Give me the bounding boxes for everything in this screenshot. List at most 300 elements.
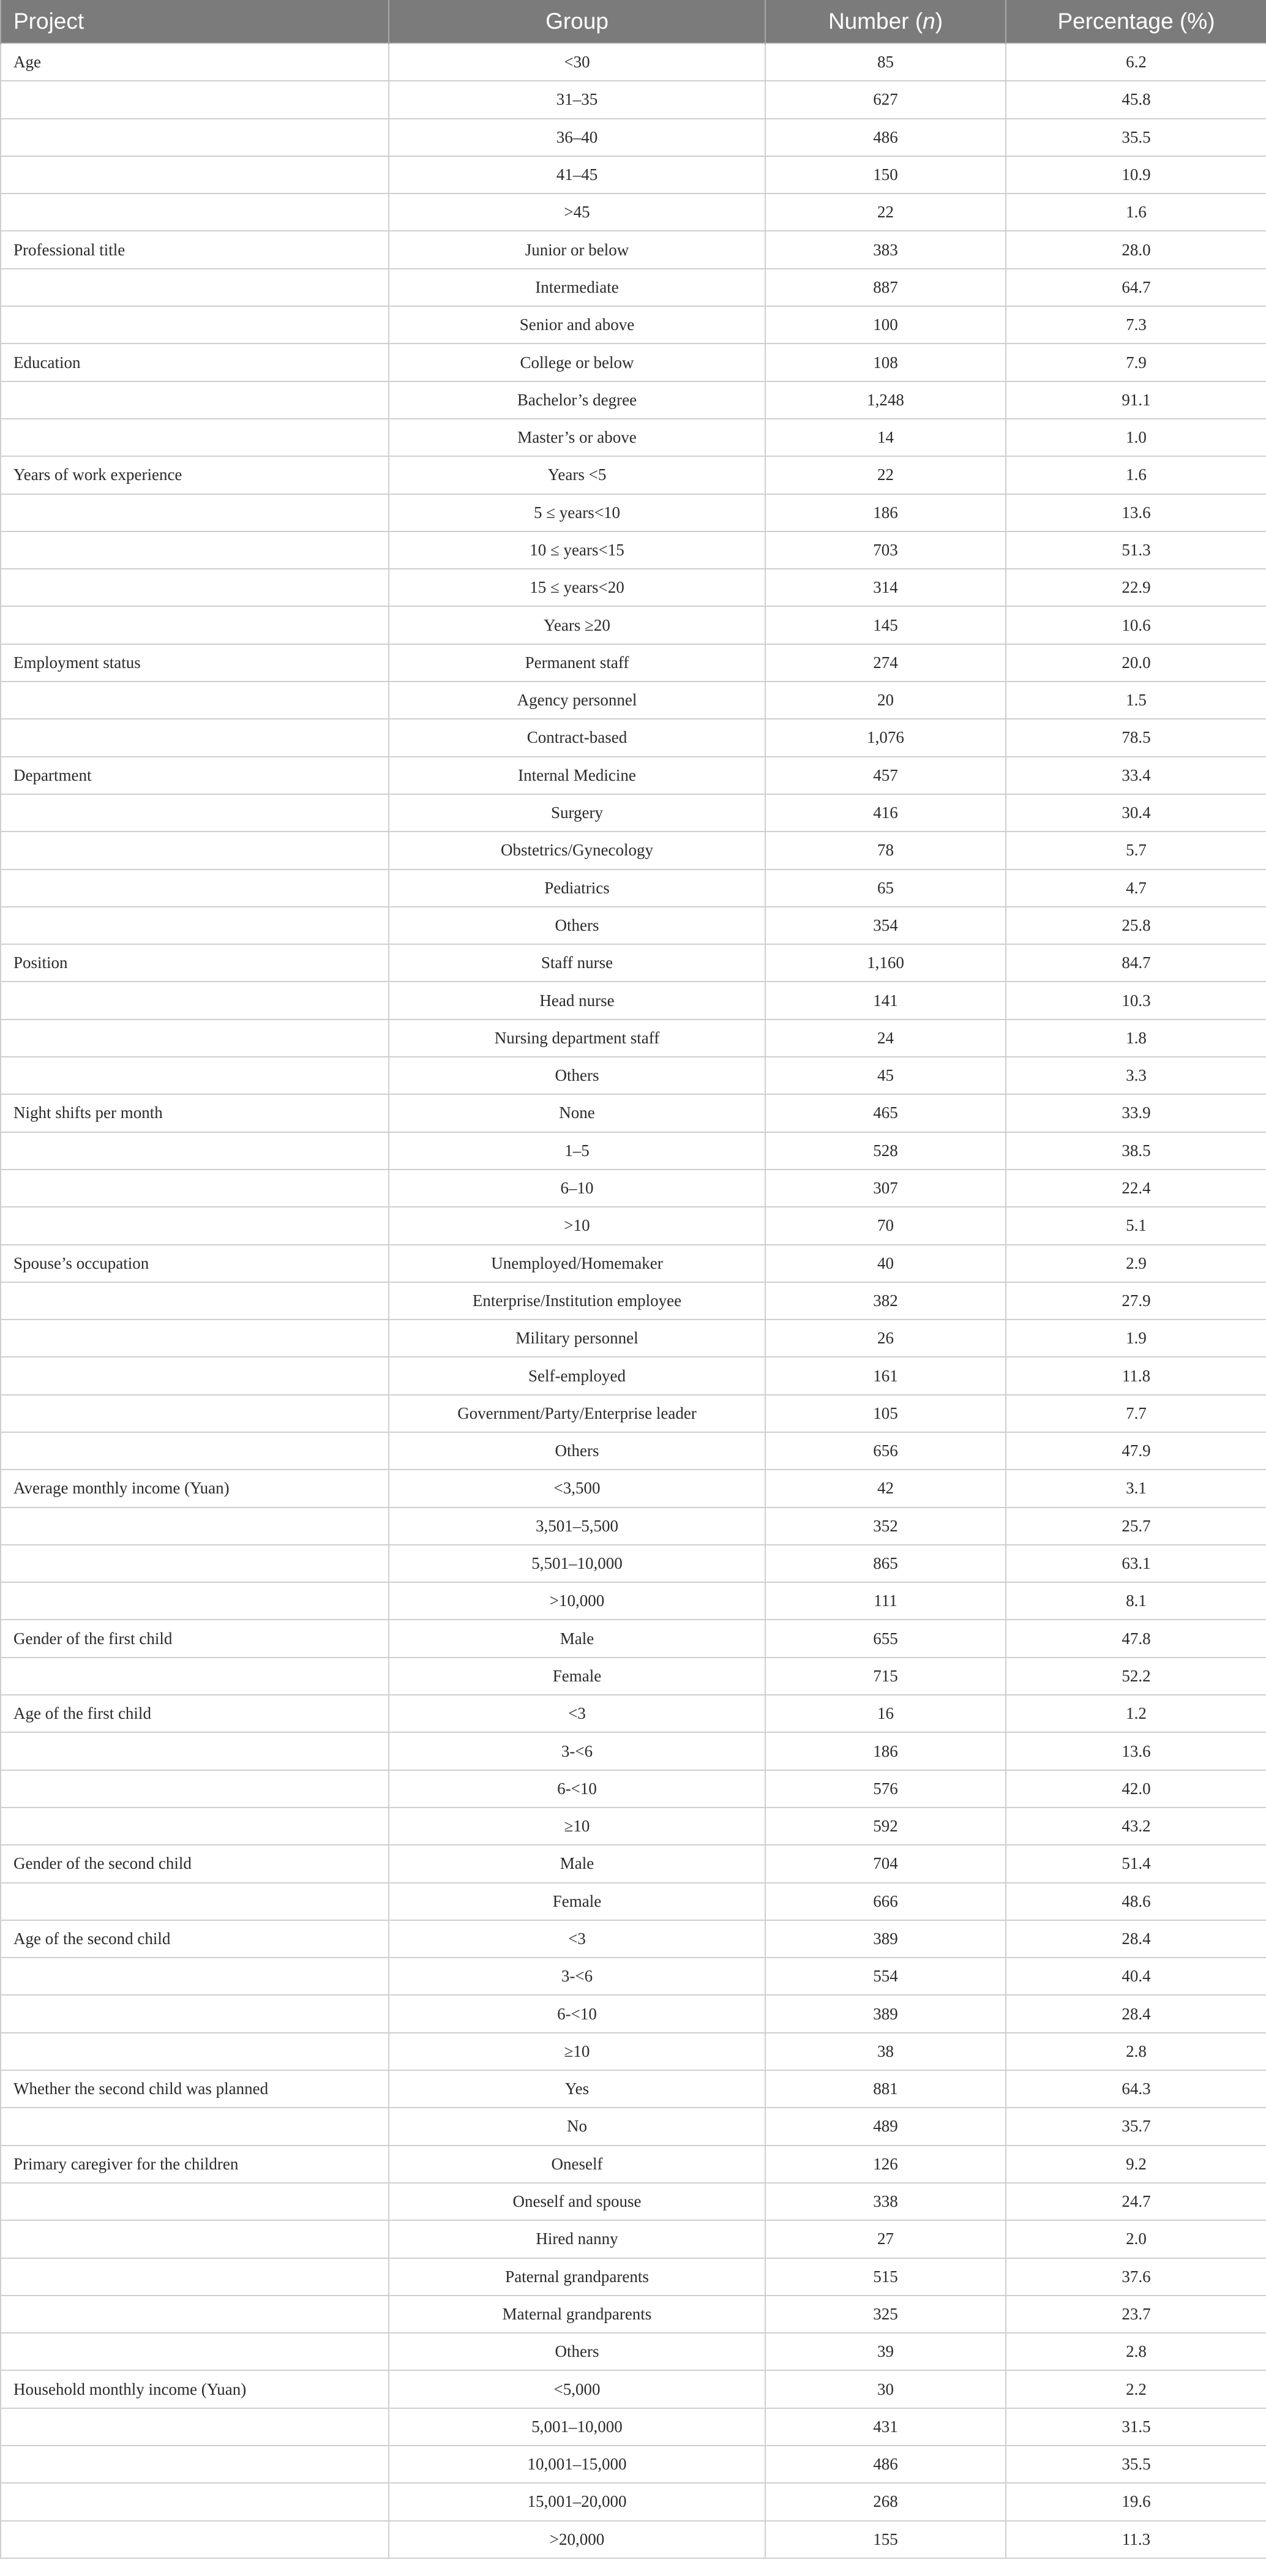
- number-cell: 27: [765, 2220, 1006, 2258]
- number-cell: 382: [765, 1282, 1006, 1320]
- group-cell: 3,501–5,500: [389, 1508, 765, 1545]
- project-cell: Employment status: [1, 644, 389, 682]
- percentage-cell: 23.7: [1006, 2296, 1266, 2333]
- project-cell: [1, 832, 389, 869]
- group-cell: ≥10: [389, 2033, 765, 2070]
- table-row: [1, 794, 1266, 832]
- group-cell: 6-<10: [389, 1770, 765, 1808]
- table-row: [1, 644, 1266, 682]
- table-row: [1, 1395, 1266, 1432]
- group-cell: Agency personnel: [389, 682, 765, 719]
- number-cell: 389: [765, 1995, 1006, 2032]
- percentage-cell: 7.7: [1006, 1395, 1266, 1432]
- percentage-cell: 10.9: [1006, 156, 1266, 193]
- table-row: [1, 2333, 1266, 2370]
- percentage-cell: 25.8: [1006, 907, 1266, 944]
- project-cell: Education: [1, 344, 389, 381]
- table-row: [1, 757, 1266, 794]
- table-row: [1, 1094, 1266, 1132]
- number-cell: 39: [765, 2333, 1006, 2370]
- number-cell: 105: [765, 1395, 1006, 1432]
- percentage-cell: 13.6: [1006, 1732, 1266, 1770]
- project-cell: Spouse’s occupation: [1, 1245, 389, 1282]
- table-row: [1, 944, 1266, 982]
- project-cell: [1, 1508, 389, 1545]
- table-row: [1, 1282, 1266, 1320]
- table-row: [1, 419, 1266, 456]
- number-cell: 45: [765, 1057, 1006, 1094]
- table-row: [1, 81, 1266, 118]
- group-cell: Maternal grandparents: [389, 2296, 765, 2333]
- number-cell: 352: [765, 1508, 1006, 1545]
- project-cell: [1, 1883, 389, 1920]
- percentage-cell: 35.5: [1006, 2446, 1266, 2483]
- group-cell: Permanent staff: [389, 644, 765, 682]
- percentage-cell: 1.0: [1006, 419, 1266, 456]
- percentage-cell: 47.8: [1006, 1620, 1266, 1657]
- number-cell: 865: [765, 1545, 1006, 1582]
- table-row: [1, 2070, 1266, 2108]
- number-cell: 314: [765, 569, 1006, 606]
- number-cell: 100: [765, 306, 1006, 344]
- project-cell: Gender of the first child: [1, 1620, 389, 1657]
- number-cell: 528: [765, 1132, 1006, 1170]
- table-row: [1, 1582, 1266, 1620]
- number-cell: 554: [765, 1958, 1006, 1995]
- percentage-cell: 5.1: [1006, 1207, 1266, 1244]
- percentage-cell: 51.4: [1006, 1845, 1266, 1882]
- project-cell: [1, 1770, 389, 1808]
- project-cell: [1, 606, 389, 644]
- group-cell: 10 ≤ years<15: [389, 531, 765, 569]
- table-row: [1, 1545, 1266, 1582]
- table-row: [1, 193, 1266, 231]
- header-percentage: Percentage (%): [1006, 0, 1266, 43]
- percentage-cell: 42.0: [1006, 1770, 1266, 1808]
- number-cell: 42: [765, 1470, 1006, 1507]
- table-row: [1, 869, 1266, 907]
- group-cell: 31–35: [389, 81, 765, 118]
- percentage-cell: 43.2: [1006, 1808, 1266, 1845]
- percentage-cell: 1.9: [1006, 1320, 1266, 1357]
- group-cell: Staff nurse: [389, 944, 765, 982]
- group-cell: >20,000: [389, 2521, 765, 2558]
- project-cell: [1, 1545, 389, 1582]
- group-cell: <3: [389, 1695, 765, 1732]
- number-cell: 887: [765, 269, 1006, 306]
- table-row: [1, 1245, 1266, 1282]
- project-cell: [1, 1395, 389, 1432]
- header-number-variable: n: [923, 9, 935, 34]
- percentage-cell: 25.7: [1006, 1508, 1266, 1545]
- table-row: [1, 2408, 1266, 2446]
- group-cell: 10,001–15,000: [389, 2446, 765, 2483]
- group-cell: <3,500: [389, 1470, 765, 1507]
- project-cell: [1, 1582, 389, 1620]
- table-row: [1, 269, 1266, 306]
- table-row: [1, 1020, 1266, 1057]
- group-cell: 6-<10: [389, 1995, 765, 2032]
- project-cell: [1, 1207, 389, 1244]
- percentage-cell: 91.1: [1006, 381, 1266, 419]
- number-cell: 431: [765, 2408, 1006, 2446]
- table-row: [1, 1432, 1266, 1470]
- project-cell: Age: [1, 43, 389, 81]
- project-cell: [1, 2108, 389, 2145]
- group-cell: Government/Party/Enterprise leader: [389, 1395, 765, 1432]
- project-cell: [1, 719, 389, 756]
- group-cell: <30: [389, 43, 765, 81]
- percentage-cell: 64.7: [1006, 269, 1266, 306]
- table-row: [1, 1808, 1266, 1845]
- group-cell: Oneself and spouse: [389, 2183, 765, 2220]
- project-cell: Professional title: [1, 231, 389, 268]
- number-cell: 85: [765, 43, 1006, 81]
- group-cell: Master’s or above: [389, 419, 765, 456]
- table-row: [1, 494, 1266, 531]
- table-row: [1, 719, 1266, 756]
- group-cell: Others: [389, 907, 765, 944]
- table-row: [1, 1057, 1266, 1094]
- table-row: [1, 1207, 1266, 1244]
- table-row: [1, 119, 1266, 156]
- group-cell: Head nurse: [389, 982, 765, 1019]
- table-row: [1, 1920, 1266, 1958]
- project-cell: [1, 531, 389, 569]
- project-cell: [1, 494, 389, 531]
- group-cell: Military personnel: [389, 1320, 765, 1357]
- group-cell: None: [389, 1094, 765, 1132]
- group-cell: Senior and above: [389, 306, 765, 344]
- project-cell: [1, 869, 389, 907]
- number-cell: 515: [765, 2258, 1006, 2296]
- percentage-cell: 2.9: [1006, 1245, 1266, 1282]
- project-cell: Position: [1, 944, 389, 982]
- project-cell: [1, 2446, 389, 2483]
- group-cell: ≥10: [389, 1808, 765, 1845]
- group-cell: College or below: [389, 344, 765, 381]
- number-cell: 656: [765, 1432, 1006, 1470]
- percentage-cell: 51.3: [1006, 531, 1266, 569]
- project-cell: [1, 794, 389, 832]
- group-cell: <3: [389, 1920, 765, 1958]
- percentage-cell: 28.0: [1006, 231, 1266, 268]
- table-row: [1, 456, 1266, 494]
- percentage-cell: 1.5: [1006, 682, 1266, 719]
- table-row: [1, 2220, 1266, 2258]
- table-row: [1, 1883, 1266, 1920]
- group-cell: 3-<6: [389, 1958, 765, 1995]
- table-row: [1, 2183, 1266, 2220]
- group-cell: Years ≥20: [389, 606, 765, 644]
- table-row: [1, 1845, 1266, 1882]
- project-cell: [1, 1357, 389, 1394]
- number-cell: 30: [765, 2370, 1006, 2408]
- table-row: [1, 306, 1266, 344]
- number-cell: 489: [765, 2108, 1006, 2145]
- percentage-cell: 27.9: [1006, 1282, 1266, 1320]
- number-cell: 186: [765, 1732, 1006, 1770]
- percentage-cell: 48.6: [1006, 1883, 1266, 1920]
- number-cell: 338: [765, 2183, 1006, 2220]
- group-cell: Intermediate: [389, 269, 765, 306]
- percentage-cell: 1.6: [1006, 456, 1266, 494]
- group-cell: Male: [389, 1845, 765, 1882]
- number-cell: 40: [765, 1245, 1006, 1282]
- project-cell: Average monthly income (Yuan): [1, 1470, 389, 1507]
- table-row: [1, 2521, 1266, 2558]
- percentage-cell: 35.7: [1006, 2108, 1266, 2145]
- project-cell: [1, 419, 389, 456]
- percentage-cell: 9.2: [1006, 2146, 1266, 2183]
- project-cell: Night shifts per month: [1, 1094, 389, 1132]
- number-cell: 1,076: [765, 719, 1006, 756]
- percentage-cell: 78.5: [1006, 719, 1266, 756]
- number-cell: 268: [765, 2483, 1006, 2520]
- group-cell: 1–5: [389, 1132, 765, 1170]
- project-cell: [1, 2333, 389, 2370]
- number-cell: 70: [765, 1207, 1006, 1244]
- number-cell: 20: [765, 682, 1006, 719]
- project-cell: [1, 1732, 389, 1770]
- number-cell: 354: [765, 907, 1006, 944]
- project-cell: [1, 1320, 389, 1357]
- group-cell: Surgery: [389, 794, 765, 832]
- group-cell: Contract-based: [389, 719, 765, 756]
- group-cell: Female: [389, 1658, 765, 1695]
- project-cell: Years of work experience: [1, 456, 389, 494]
- group-cell: Others: [389, 1057, 765, 1094]
- table-row: [1, 907, 1266, 944]
- group-cell: 5,001–10,000: [389, 2408, 765, 2446]
- table-row: [1, 1470, 1266, 1507]
- number-cell: 715: [765, 1658, 1006, 1695]
- table-row: [1, 2258, 1266, 2296]
- percentage-cell: 28.4: [1006, 1920, 1266, 1958]
- percentage-cell: 30.4: [1006, 794, 1266, 832]
- percentage-cell: 5.7: [1006, 832, 1266, 869]
- group-cell: Paternal grandparents: [389, 2258, 765, 2296]
- number-cell: 38: [765, 2033, 1006, 2070]
- number-cell: 465: [765, 1094, 1006, 1132]
- number-cell: 457: [765, 757, 1006, 794]
- number-cell: 65: [765, 869, 1006, 907]
- percentage-cell: 47.9: [1006, 1432, 1266, 1470]
- project-cell: Household monthly income (Yuan): [1, 2370, 389, 2408]
- project-cell: Primary caregiver for the children: [1, 2146, 389, 2183]
- group-cell: 6–10: [389, 1170, 765, 1207]
- percentage-cell: 2.2: [1006, 2370, 1266, 2408]
- group-cell: Enterprise/Institution employee: [389, 1282, 765, 1320]
- group-cell: Internal Medicine: [389, 757, 765, 794]
- group-cell: Others: [389, 1432, 765, 1470]
- percentage-cell: 1.8: [1006, 1020, 1266, 1057]
- number-cell: 16: [765, 1695, 1006, 1732]
- percentage-cell: 38.5: [1006, 1132, 1266, 1170]
- percentage-cell: 37.6: [1006, 2258, 1266, 2296]
- table-row: [1, 569, 1266, 606]
- number-cell: 704: [765, 1845, 1006, 1882]
- project-cell: [1, 1020, 389, 1057]
- number-cell: 22: [765, 456, 1006, 494]
- number-cell: 592: [765, 1808, 1006, 1845]
- percentage-cell: 4.7: [1006, 869, 1266, 907]
- percentage-cell: 84.7: [1006, 944, 1266, 982]
- number-cell: 881: [765, 2070, 1006, 2108]
- project-cell: [1, 2033, 389, 2070]
- percentage-cell: 31.5: [1006, 2408, 1266, 2446]
- percentage-cell: 1.6: [1006, 193, 1266, 231]
- project-cell: [1, 2408, 389, 2446]
- number-cell: 389: [765, 1920, 1006, 1958]
- number-cell: 486: [765, 119, 1006, 156]
- table-row: [1, 1695, 1266, 1732]
- project-cell: [1, 1958, 389, 1995]
- table-row: [1, 606, 1266, 644]
- number-cell: 666: [765, 1883, 1006, 1920]
- number-cell: 150: [765, 156, 1006, 193]
- percentage-cell: 13.6: [1006, 494, 1266, 531]
- project-cell: [1, 1132, 389, 1170]
- header-number-suffix: ): [935, 9, 943, 34]
- project-cell: [1, 982, 389, 1019]
- group-cell: Male: [389, 1620, 765, 1657]
- percentage-cell: 24.7: [1006, 2183, 1266, 2220]
- percentage-cell: 64.3: [1006, 2070, 1266, 2108]
- number-cell: 703: [765, 531, 1006, 569]
- project-cell: [1, 269, 389, 306]
- number-cell: 325: [765, 2296, 1006, 2333]
- table-row: [1, 2483, 1266, 2520]
- table-row: [1, 2296, 1266, 2333]
- percentage-cell: 10.6: [1006, 606, 1266, 644]
- project-cell: [1, 1432, 389, 1470]
- project-cell: [1, 569, 389, 606]
- group-cell: >10: [389, 1207, 765, 1244]
- number-cell: 141: [765, 982, 1006, 1019]
- header-row: [1, 0, 1266, 43]
- number-cell: 1,248: [765, 381, 1006, 419]
- table-row: [1, 1132, 1266, 1170]
- table-body: [1, 43, 1266, 2558]
- group-cell: Obstetrics/Gynecology: [389, 832, 765, 869]
- group-cell: <5,000: [389, 2370, 765, 2408]
- percentage-cell: 1.2: [1006, 1695, 1266, 1732]
- number-cell: 274: [765, 644, 1006, 682]
- percentage-cell: 2.8: [1006, 2333, 1266, 2370]
- number-cell: 111: [765, 1582, 1006, 1620]
- table-row: [1, 43, 1266, 81]
- header-project: Project: [1, 0, 389, 43]
- group-cell: 15,001–20,000: [389, 2483, 765, 2520]
- group-cell: 36–40: [389, 119, 765, 156]
- table-row: [1, 231, 1266, 268]
- table-row: [1, 531, 1266, 569]
- number-cell: 26: [765, 1320, 1006, 1357]
- number-cell: 627: [765, 81, 1006, 118]
- percentage-cell: 3.1: [1006, 1470, 1266, 1507]
- table-row: [1, 982, 1266, 1019]
- project-cell: [1, 119, 389, 156]
- number-cell: 486: [765, 2446, 1006, 2483]
- group-cell: 5,501–10,000: [389, 1545, 765, 1582]
- table-row: [1, 1620, 1266, 1657]
- percentage-cell: 10.3: [1006, 982, 1266, 1019]
- percentage-cell: 11.3: [1006, 2521, 1266, 2558]
- table-header: [1, 0, 1266, 43]
- project-cell: [1, 2220, 389, 2258]
- project-cell: [1, 193, 389, 231]
- project-cell: [1, 2183, 389, 2220]
- percentage-cell: 2.0: [1006, 2220, 1266, 2258]
- table-row: [1, 1732, 1266, 1770]
- project-cell: [1, 2521, 389, 2558]
- percentage-cell: 2.8: [1006, 2033, 1266, 2070]
- table-row: [1, 1770, 1266, 1808]
- project-cell: [1, 2483, 389, 2520]
- percentage-cell: 7.3: [1006, 306, 1266, 344]
- group-cell: Years <5: [389, 456, 765, 494]
- project-cell: [1, 2258, 389, 2296]
- project-cell: [1, 156, 389, 193]
- table-row: [1, 156, 1266, 193]
- percentage-cell: 11.8: [1006, 1357, 1266, 1394]
- group-cell: Unemployed/Homemaker: [389, 1245, 765, 1282]
- table-row: [1, 1320, 1266, 1357]
- group-cell: Nursing department staff: [389, 1020, 765, 1057]
- project-cell: [1, 81, 389, 118]
- table-row: [1, 2033, 1266, 2070]
- group-cell: No: [389, 2108, 765, 2145]
- project-cell: Age of the first child: [1, 1695, 389, 1732]
- header-number: [765, 0, 1006, 43]
- project-cell: [1, 907, 389, 944]
- project-cell: Age of the second child: [1, 1920, 389, 1958]
- number-cell: 383: [765, 231, 1006, 268]
- table-row: [1, 1995, 1266, 2032]
- group-cell: Bachelor’s degree: [389, 381, 765, 419]
- percentage-cell: 63.1: [1006, 1545, 1266, 1582]
- number-cell: 22: [765, 193, 1006, 231]
- percentage-cell: 20.0: [1006, 644, 1266, 682]
- group-cell: 3-<6: [389, 1732, 765, 1770]
- table-row: [1, 2146, 1266, 2183]
- table-row: [1, 344, 1266, 381]
- table-row: [1, 2108, 1266, 2145]
- project-cell: [1, 1995, 389, 2032]
- project-cell: [1, 1057, 389, 1094]
- table-row: [1, 832, 1266, 869]
- number-cell: 416: [765, 794, 1006, 832]
- table-row: [1, 381, 1266, 419]
- number-cell: 186: [765, 494, 1006, 531]
- percentage-cell: 6.2: [1006, 43, 1266, 81]
- table-row: [1, 682, 1266, 719]
- group-cell: 5 ≤ years<10: [389, 494, 765, 531]
- project-cell: [1, 1170, 389, 1207]
- project-cell: Department: [1, 757, 389, 794]
- project-cell: [1, 306, 389, 344]
- number-cell: 14: [765, 419, 1006, 456]
- project-cell: [1, 1282, 389, 1320]
- group-cell: Others: [389, 2333, 765, 2370]
- percentage-cell: 22.9: [1006, 569, 1266, 606]
- number-cell: 1,160: [765, 944, 1006, 982]
- project-cell: Whether the second child was planned: [1, 2070, 389, 2108]
- table-row: [1, 1658, 1266, 1695]
- table-row: [1, 1958, 1266, 1995]
- number-cell: 24: [765, 1020, 1006, 1057]
